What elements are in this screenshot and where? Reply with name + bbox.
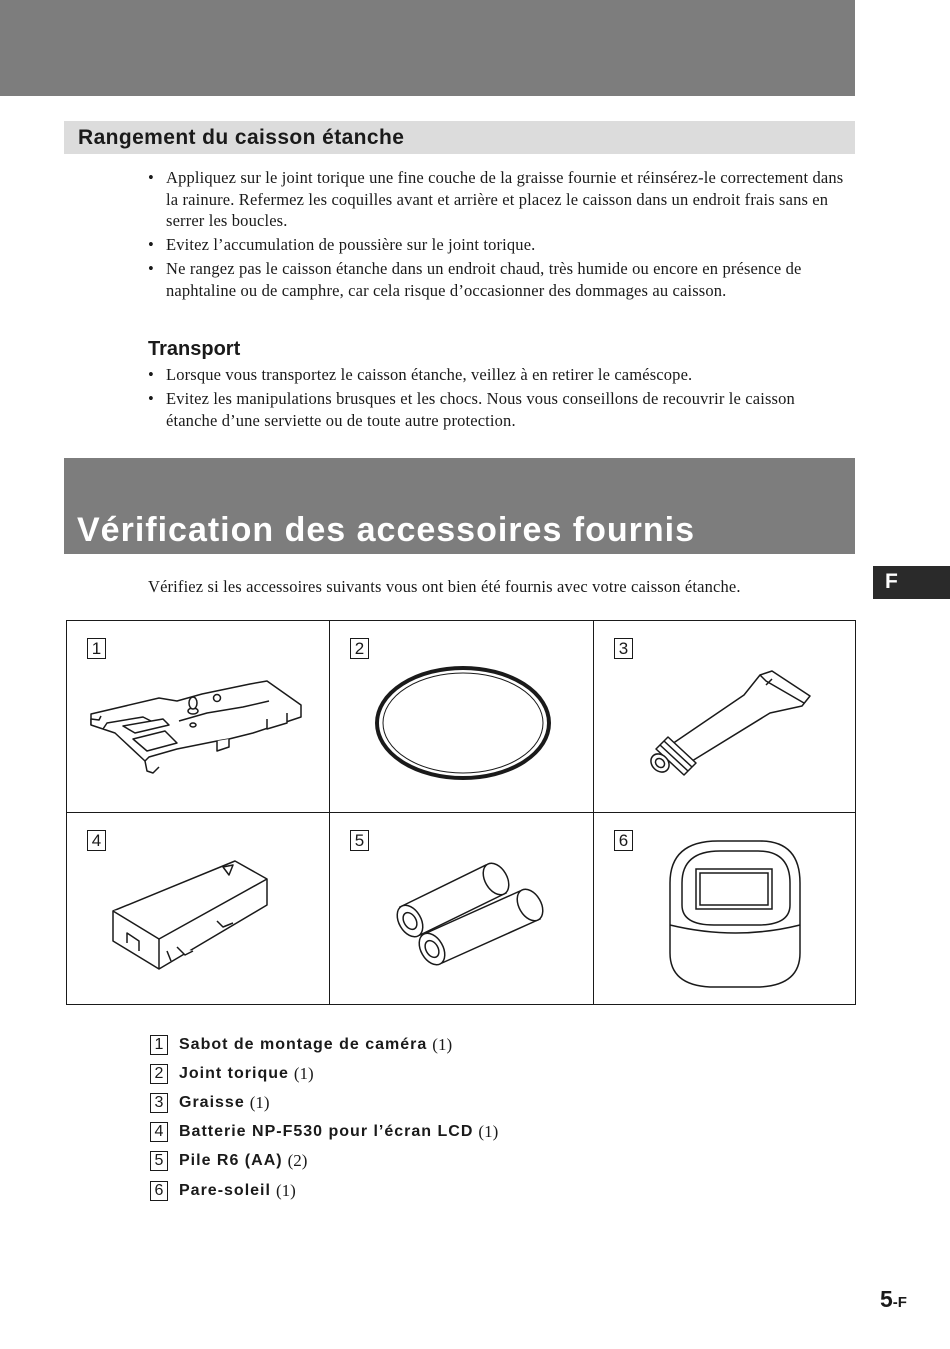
legend-item [150, 1147, 498, 1176]
item-quantity: (1) [275, 1180, 296, 1200]
transport-bullet: • Lorsque vous transportez le caisson étanche, veillez à en retirer le caméscope. [148, 364, 848, 386]
storage-bullet: • Evitez l’accumulation de poussière sur le joint torique. [148, 234, 848, 256]
storage-bullet: • Ne rangez pas le caisson étanche dans un endroit chaud, très humide ou encore en présence de naphtaline ou de camphre, car cela risque d’occasionner des dommages au caisson. [148, 258, 848, 301]
language-tab-label: F [885, 570, 898, 593]
item-number-box: 4 [87, 830, 106, 851]
storage-section-band [64, 121, 855, 154]
accessory-cell-5 [330, 813, 594, 1004]
transport-bullet-list [148, 364, 848, 434]
item-number-box: 3 [150, 1093, 168, 1113]
item-number-box: 1 [87, 638, 106, 659]
accessories-grid [66, 620, 856, 1005]
accessory-cell-2 [330, 621, 594, 813]
legend-item [150, 1088, 498, 1117]
accessories-intro: Vérifiez si les accessoires suivants vous ont bien été fournis avec votre caisson étanche. [148, 577, 741, 596]
legend-item [150, 1059, 498, 1088]
o-ring-icon [330, 621, 594, 813]
item-number-box: 1 [150, 1035, 168, 1055]
item-quantity: (1) [478, 1122, 499, 1142]
legend-item [150, 1176, 498, 1205]
accessories-heading: Vérification des accessoires fournis [77, 511, 696, 549]
mounting-shoe-icon [67, 621, 330, 813]
item-number-box: 6 [614, 830, 633, 851]
page-number-value: 5 [880, 1286, 893, 1312]
item-number-box: 2 [350, 638, 369, 659]
language-tab [873, 566, 950, 599]
item-quantity: (1) [432, 1034, 453, 1054]
accessories-legend [150, 1030, 498, 1205]
header-bar [0, 0, 855, 96]
item-number-box: 5 [150, 1151, 168, 1171]
storage-bullet: • Appliquez sur le joint torique une fine couche de la graisse fournie et réinsérez-le correctement dans la rainure. Refermez les coquilles avant et arrière et placez le caisson dans un endroit frais sans en serrer les boucles. [148, 167, 848, 232]
battery-pack-icon [67, 813, 330, 1005]
item-name: Batterie NP-F530 pour l’écran LCD [179, 1123, 474, 1141]
grease-tube-icon [594, 621, 856, 813]
item-name: Graisse [179, 1093, 245, 1111]
storage-heading: Rangement du caisson étanche [78, 126, 405, 149]
item-quantity: (2) [287, 1151, 308, 1171]
transport-bullet: • Evitez les manipulations brusques et les chocs. Nous vous conseillons de recouvrir le caisson étanche d’une serviette ou de toute autre protection. [148, 388, 848, 431]
item-name: Pare-soleil [179, 1181, 271, 1199]
item-number-box: 6 [150, 1181, 168, 1201]
transport-heading: Transport [148, 338, 241, 360]
item-quantity: (1) [293, 1063, 314, 1083]
item-name: Sabot de montage de caméra [179, 1035, 428, 1053]
aa-batteries-icon [330, 813, 594, 1005]
legend-item [150, 1030, 498, 1059]
storage-bullet-list [148, 167, 848, 304]
item-number-box: 3 [614, 638, 633, 659]
item-quantity: (1) [249, 1092, 270, 1112]
accessory-cell-6 [594, 813, 855, 1004]
item-number-box: 4 [150, 1122, 168, 1142]
item-number-box: 2 [150, 1064, 168, 1084]
accessory-cell-1 [67, 621, 330, 813]
page-number-suffix: -F [892, 1294, 907, 1311]
accessories-section-band [64, 458, 855, 554]
legend-item [150, 1118, 498, 1147]
item-name: Joint torique [179, 1064, 289, 1082]
page-number [880, 1286, 907, 1313]
accessory-cell-4 [67, 813, 330, 1004]
item-number-box: 5 [350, 830, 369, 851]
sun-hood-icon [594, 813, 856, 1005]
accessory-cell-3 [594, 621, 855, 813]
item-name: Pile R6 (AA) [179, 1152, 283, 1170]
